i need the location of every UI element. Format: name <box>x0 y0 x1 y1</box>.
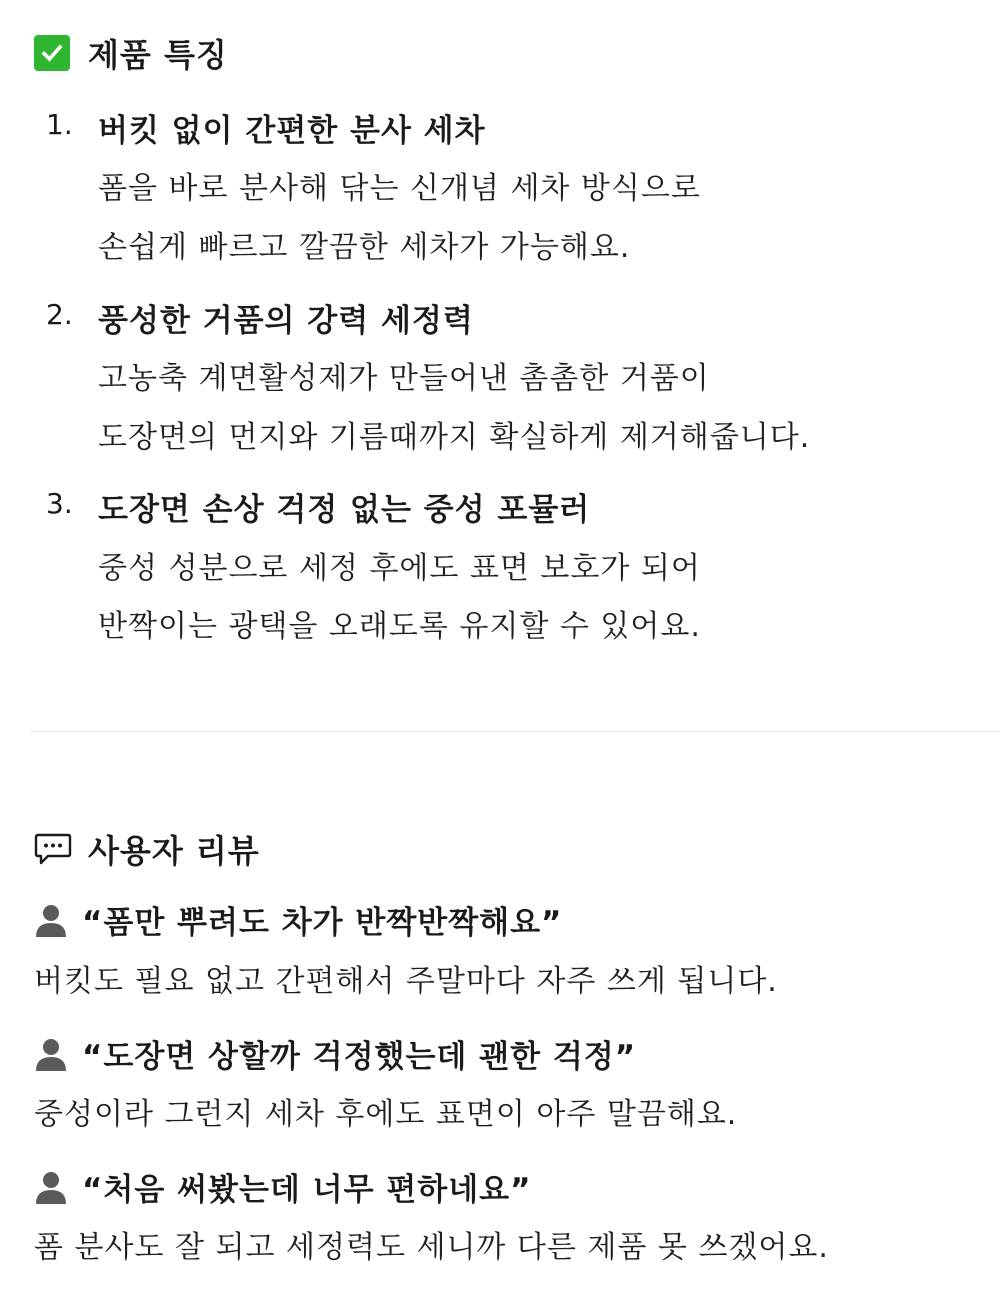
feature-description-line: 도장면의 먼지와 기름때까지 확실하게 제거해줍니다. <box>98 420 811 455</box>
review-quote <box>34 1164 531 1209</box>
feature-description-line: 고농축 계면활성제가 만들어낸 촘촘한 거품이 <box>98 361 710 396</box>
features-heading-label: 제품 특징 <box>88 36 228 74</box>
feature-description-line: 반짝이는 광택을 오래도록 유지할 수 있어요. <box>98 609 701 644</box>
feature-title: 도장면 손상 걱정 없는 중성 포뮬러 <box>98 492 591 528</box>
section-divider <box>30 731 1000 732</box>
reviews-heading-label: 사용자 리뷰 <box>88 832 260 870</box>
speech-bubble-icon <box>34 832 72 866</box>
feature-number: 2. <box>46 298 73 331</box>
review-quote-text: “도장면 상할까 걱정했는데 괜한 걱정” <box>82 1039 637 1075</box>
review-quote-text: “폼만 뿌려도 차가 반짝반짝해요” <box>82 905 563 941</box>
review-body: 폼 분사도 잘 되고 세정력도 세니까 다른 제품 못 쓰겠어요. <box>34 1230 829 1265</box>
feature-description-line: 중성 성분으로 세정 후에도 표면 보호가 되어 <box>98 551 701 586</box>
feature-number: 3. <box>46 487 73 520</box>
person-icon <box>34 902 68 938</box>
feature-number: 1. <box>46 108 73 141</box>
features-heading <box>34 30 228 76</box>
person-icon <box>34 1036 68 1072</box>
review-body: 버킷도 필요 없고 간편해서 주말마다 자주 쓰게 됩니다. <box>34 964 778 999</box>
person-icon <box>34 1169 68 1205</box>
feature-description-line: 폼을 바로 분사해 닦는 신개념 세차 방식으로 <box>98 171 701 206</box>
feature-description-line: 손쉽게 빠르고 깔끔한 세차가 가능해요. <box>98 230 631 265</box>
review-quote <box>34 897 562 942</box>
review-quote-text: “처음 써봤는데 너무 편하네요” <box>82 1172 532 1208</box>
feature-title: 풍성한 거품의 강력 세정력 <box>98 303 474 339</box>
review-quote <box>34 1031 636 1076</box>
reviews-heading <box>34 826 260 872</box>
feature-title: 버킷 없이 간편한 분사 세차 <box>98 113 486 149</box>
check-mark-icon <box>34 35 70 71</box>
review-body: 중성이라 그런지 세차 후에도 표면이 아주 말끔해요. <box>34 1097 738 1132</box>
